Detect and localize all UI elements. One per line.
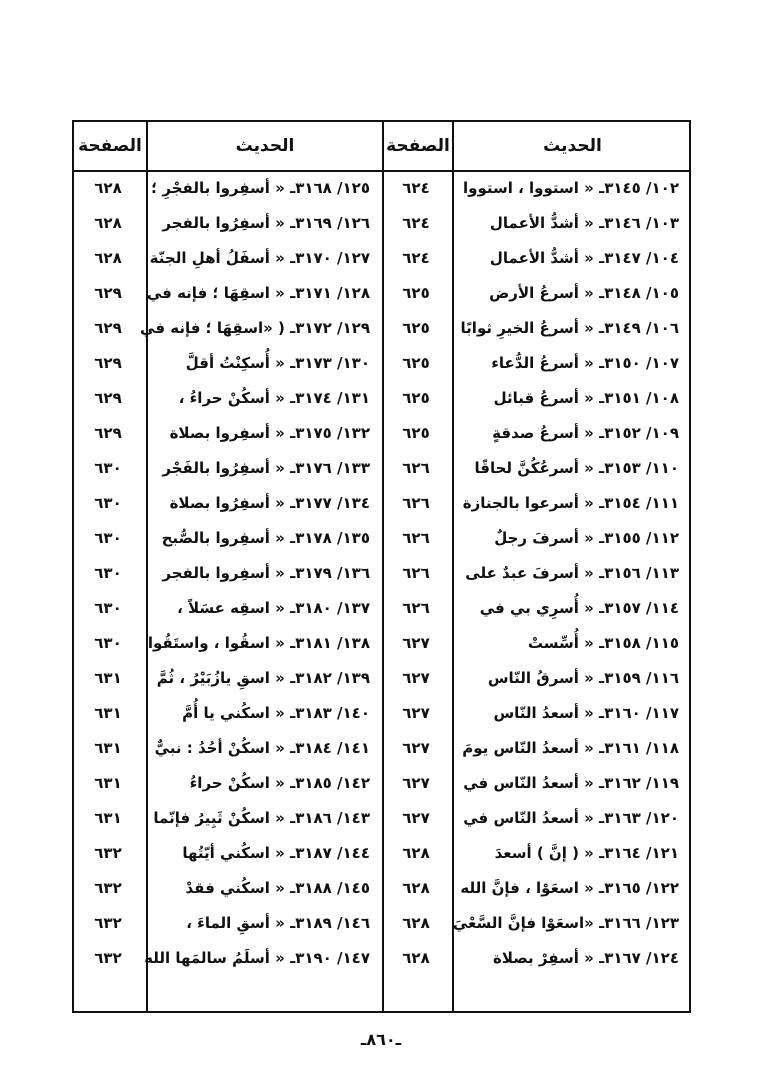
header-hadith-left: الحديث xyxy=(235,136,295,156)
hadith-entry: ١٤٤/ ٣١٨٧ـ « اسكُني أيّتُها xyxy=(182,843,370,862)
page-ref: ٦٢٦ xyxy=(402,493,430,512)
header-page-left: الصفحة xyxy=(78,136,142,156)
page-ref: ٦٢٧ xyxy=(402,668,430,687)
table-row xyxy=(72,905,691,940)
page-ref: ٦٣١ xyxy=(94,738,122,757)
page-ref: ٦٢٤ xyxy=(402,248,430,267)
page-ref: ٦٢٧ xyxy=(402,773,430,792)
page-ref: ٦٢٥ xyxy=(402,388,430,407)
table-row xyxy=(72,555,691,590)
table-row xyxy=(72,730,691,765)
hadith-entry: ١٣١/ ٣١٧٤ـ « أسكُنْ حراءُ ، xyxy=(178,388,370,407)
page-ref: ٦٣٢ xyxy=(94,913,122,932)
hadith-entry: ١٤٢/ ٣١٨٥ـ « اسكُنْ حراءُ xyxy=(189,773,370,792)
hadith-entry: ١١٢/ ٣١٥٥ـ « أسرفَ رجلٌ xyxy=(494,528,679,547)
table-row xyxy=(72,240,691,275)
hadith-entry: ١٣٣/ ٣١٧٦ـ « أسفِرُوا بالفَجْر xyxy=(162,458,370,477)
page-ref: ٦٢٥ xyxy=(402,283,430,302)
page-ref: ٦٢٨ xyxy=(94,248,122,267)
hadith-entry: ١٠٤/ ٣١٤٧ـ « أشدُّ الأعمال xyxy=(489,248,679,267)
table-row xyxy=(72,660,691,695)
hadith-entry: ١٣٨/ ٣١٨١ـ « اسقُوا ، واستَقُوا xyxy=(147,633,370,652)
page-ref: ٦٢٦ xyxy=(402,458,430,477)
page-ref: ٦٣٢ xyxy=(94,843,122,862)
page-ref: ٦٢٩ xyxy=(94,388,122,407)
page-ref: ٦٣١ xyxy=(94,808,122,827)
hadith-entry: ١٠٩/ ٣١٥٢ـ « أسرعُ صدقةٍ xyxy=(492,423,679,442)
page-ref: ٦٢٨ xyxy=(94,178,122,197)
page-ref: ٦٣١ xyxy=(94,668,122,687)
table-row xyxy=(72,835,691,870)
hadith-entry: ١٢٢/ ٣١٦٥ـ « اسعَوْا ، فإنَّ الله xyxy=(460,878,679,897)
page-ref: ٦٣٢ xyxy=(94,948,122,967)
page-ref: ٦٣٢ xyxy=(94,878,122,897)
page-ref: ٦٢٩ xyxy=(94,318,122,337)
table-row xyxy=(72,625,691,660)
table-row xyxy=(72,695,691,730)
hadith-entry: ١١٩/ ٣١٦٢ـ « أسعدُ النّاس في xyxy=(463,773,679,792)
page-ref: ٦٢٧ xyxy=(402,633,430,652)
hadith-entry: ١٢٥/ ٣١٦٨ـ « أسفِروا بالفجْرِ ؛ xyxy=(151,178,370,197)
hadith-entry: ١٤٦/ ٣١٨٩ـ « أسقِ الماءَ ، xyxy=(186,913,370,932)
page-ref: ٦٣٠ xyxy=(94,563,122,582)
hadith-entry: ١٤٧/ ٣١٩٠ـ « أسلَمُ سالمَها الله xyxy=(144,948,370,967)
table-row xyxy=(72,520,691,555)
table-row xyxy=(72,765,691,800)
page-ref: ٦٢٧ xyxy=(402,738,430,757)
hadith-entry: ١٤٣/ ٣١٨٦ـ « اسكُنْ ثَبِيرُ فإنّما xyxy=(153,808,370,827)
hadith-entry: ١٣٢/ ٣١٧٥ـ « أسفِروا بصلاة xyxy=(169,423,370,442)
page-ref: ٦٢٨ xyxy=(402,843,430,862)
hadith-entry: ١٢٩/ ٣١٧٢ـ ( «اسقِهَا ؛ فإنه في xyxy=(140,318,370,337)
page-ref: ٦٢٨ xyxy=(402,913,430,932)
page-ref: ٦٢٥ xyxy=(402,318,430,337)
hadith-entry: ١١٧/ ٣١٦٠ـ « أسعدُ النّاس xyxy=(493,703,679,722)
page-ref: ٦٣١ xyxy=(94,773,122,792)
table-row xyxy=(72,450,691,485)
hadith-entry: ١٣٦/ ٣١٧٩ـ « أسفِروا بالفجر xyxy=(162,563,370,582)
header-hadith-right: الحديث xyxy=(543,136,602,156)
hadith-entry: ١٠٥/ ٣١٤٨ـ « أسرعُ الأرض xyxy=(489,283,679,302)
page-ref: ٦٢٤ xyxy=(402,213,430,232)
hadith-entry: ١٢٧/ ٣١٧٠ـ « أسفَلُ أهلِ الجنّة xyxy=(149,248,370,267)
page-ref: ٦٣١ xyxy=(94,703,122,722)
page-ref: ٦٢٨ xyxy=(402,878,430,897)
hadith-entry: ١١١/ ٣١٥٤ـ « أسرعوا بالجنازة xyxy=(462,493,679,512)
hadith-entry: ١٠٨/ ٣١٥١ـ « أسرعُ قبائل xyxy=(493,388,679,407)
page-ref: ٦٢٧ xyxy=(402,808,430,827)
hadith-entry: ١٣٤/ ٣١٧٧ـ « أسفِرُوا بصلاة xyxy=(169,493,370,512)
page-ref: ٦٣٠ xyxy=(94,493,122,512)
hadith-entry: ١١٠/ ٣١٥٣ـ « أسرعُكُنَّ لحاقًا xyxy=(474,458,679,477)
table-row xyxy=(72,870,691,905)
page-ref: ٦٢٤ xyxy=(402,178,430,197)
page-ref: ٦٢٦ xyxy=(402,598,430,617)
hadith-entry: ١٤٥/ ٣١٨٨ـ « اسكُني فقدْ xyxy=(185,878,370,897)
hadith-entry: ١٢١/ ٣١٦٤ـ « ( إنَّ ) أسعدَ xyxy=(494,843,679,862)
hadith-entry: ١٣٠/ ٣١٧٣ـ « أُسكِنْتُ أقلَّ xyxy=(185,353,370,372)
table-row xyxy=(72,485,691,520)
hadith-entry: ١٢٤/ ٣١٦٧ـ « أسفِرْ بصلاة xyxy=(493,948,679,967)
hadith-entry: ١٠٧/ ٣١٥٠ـ « أسرعُ الدُّعاء xyxy=(491,353,679,372)
page-ref: ٦٣٠ xyxy=(94,458,122,477)
page-ref: ٦٢٨ xyxy=(402,948,430,967)
page-ref: ٦٢٩ xyxy=(94,283,122,302)
page-ref: ٦٣٠ xyxy=(94,598,122,617)
hadith-entry: ١١٨/ ٣١٦١ـ « أسعدُ النّاس يومَ xyxy=(462,738,679,757)
hadith-entry: ١١٤/ ٣١٥٧ـ « أُسرِي بي في xyxy=(479,598,679,617)
hadith-entry: ١١٣/ ٣١٥٦ـ « أسرفَ عبدٌ على xyxy=(465,563,679,582)
table-row xyxy=(72,345,691,380)
page-ref: ٦٢٩ xyxy=(94,353,122,372)
page-ref: ٦٣٠ xyxy=(94,633,122,652)
hadith-entry: ١٠٢/ ٣١٤٥ـ « استووا ، استووا xyxy=(463,178,679,197)
hadith-entry: ١٠٦/ ٣١٤٩ـ « أسرعُ الخيرِ ثوابًا xyxy=(460,318,679,337)
page-ref: ٦٢٥ xyxy=(402,423,430,442)
header-page-right: الصفحة xyxy=(386,136,450,156)
hadith-entry: ١٢٣/ ٣١٦٦ـ «اسعَوْا فإنَّ السَّعْيَ xyxy=(452,913,679,932)
table-row xyxy=(72,940,691,975)
table-row xyxy=(72,590,691,625)
hadith-entry: ١٤١/ ٣١٨٤ـ « اسكُنْ أحُدُ : نبيٌّ xyxy=(154,738,370,757)
page-ref: ٦٢٦ xyxy=(402,563,430,582)
hadith-entry: ١٤٠/ ٣١٨٣ـ « اسكُني يا أُمَّ xyxy=(182,703,370,722)
page-ref: ٦٢٨ xyxy=(94,213,122,232)
hadith-entry: ١٢٠/ ٣١٦٣ـ « أسعدُ النّاس في xyxy=(463,808,679,827)
page-ref: ٦٢٩ xyxy=(94,423,122,442)
table-row xyxy=(72,170,691,205)
hadith-entry: ١٢٦/ ٣١٦٩ـ « أسفِرُوا بالفجر xyxy=(162,213,370,232)
table-row xyxy=(72,800,691,835)
table-row xyxy=(72,205,691,240)
page-ref: ٦٣٠ xyxy=(94,528,122,547)
page-ref: ٦٢٦ xyxy=(402,528,430,547)
table-row xyxy=(72,310,691,345)
hadith-entry: ١٣٥/ ٣١٧٨ـ « أسفِروا بالصُّبح xyxy=(161,528,370,547)
hadith-entry: ١٣٩/ ٣١٨٢ـ « اسقِ يازُبَيْرُ ، ثُمَّ xyxy=(156,668,370,687)
hadith-entry: ١١٥/ ٣١٥٨ـ « أُسِّستْ xyxy=(527,633,679,652)
page-ref: ٦٢٥ xyxy=(402,353,430,372)
table-row xyxy=(72,275,691,310)
hadith-entry: ١٢٨/ ٣١٧١ـ « اسقِهَا ؛ فإنه في xyxy=(146,283,370,302)
hadith-entry: ١١٦/ ٣١٥٩ـ « أسرقُ النّاس xyxy=(487,668,679,687)
page-ref: ٦٢٧ xyxy=(402,703,430,722)
page-number: ـ٨٦٠ـ xyxy=(360,1030,402,1049)
hadith-entry: ١٠٣/ ٣١٤٦ـ « أشدُّ الأعمال xyxy=(489,213,679,232)
hadith-entry: ١٣٧/ ٣١٨٠ـ « اسقِه عسَلاً ، xyxy=(177,598,370,617)
table-row xyxy=(72,415,691,450)
table-row xyxy=(72,380,691,415)
